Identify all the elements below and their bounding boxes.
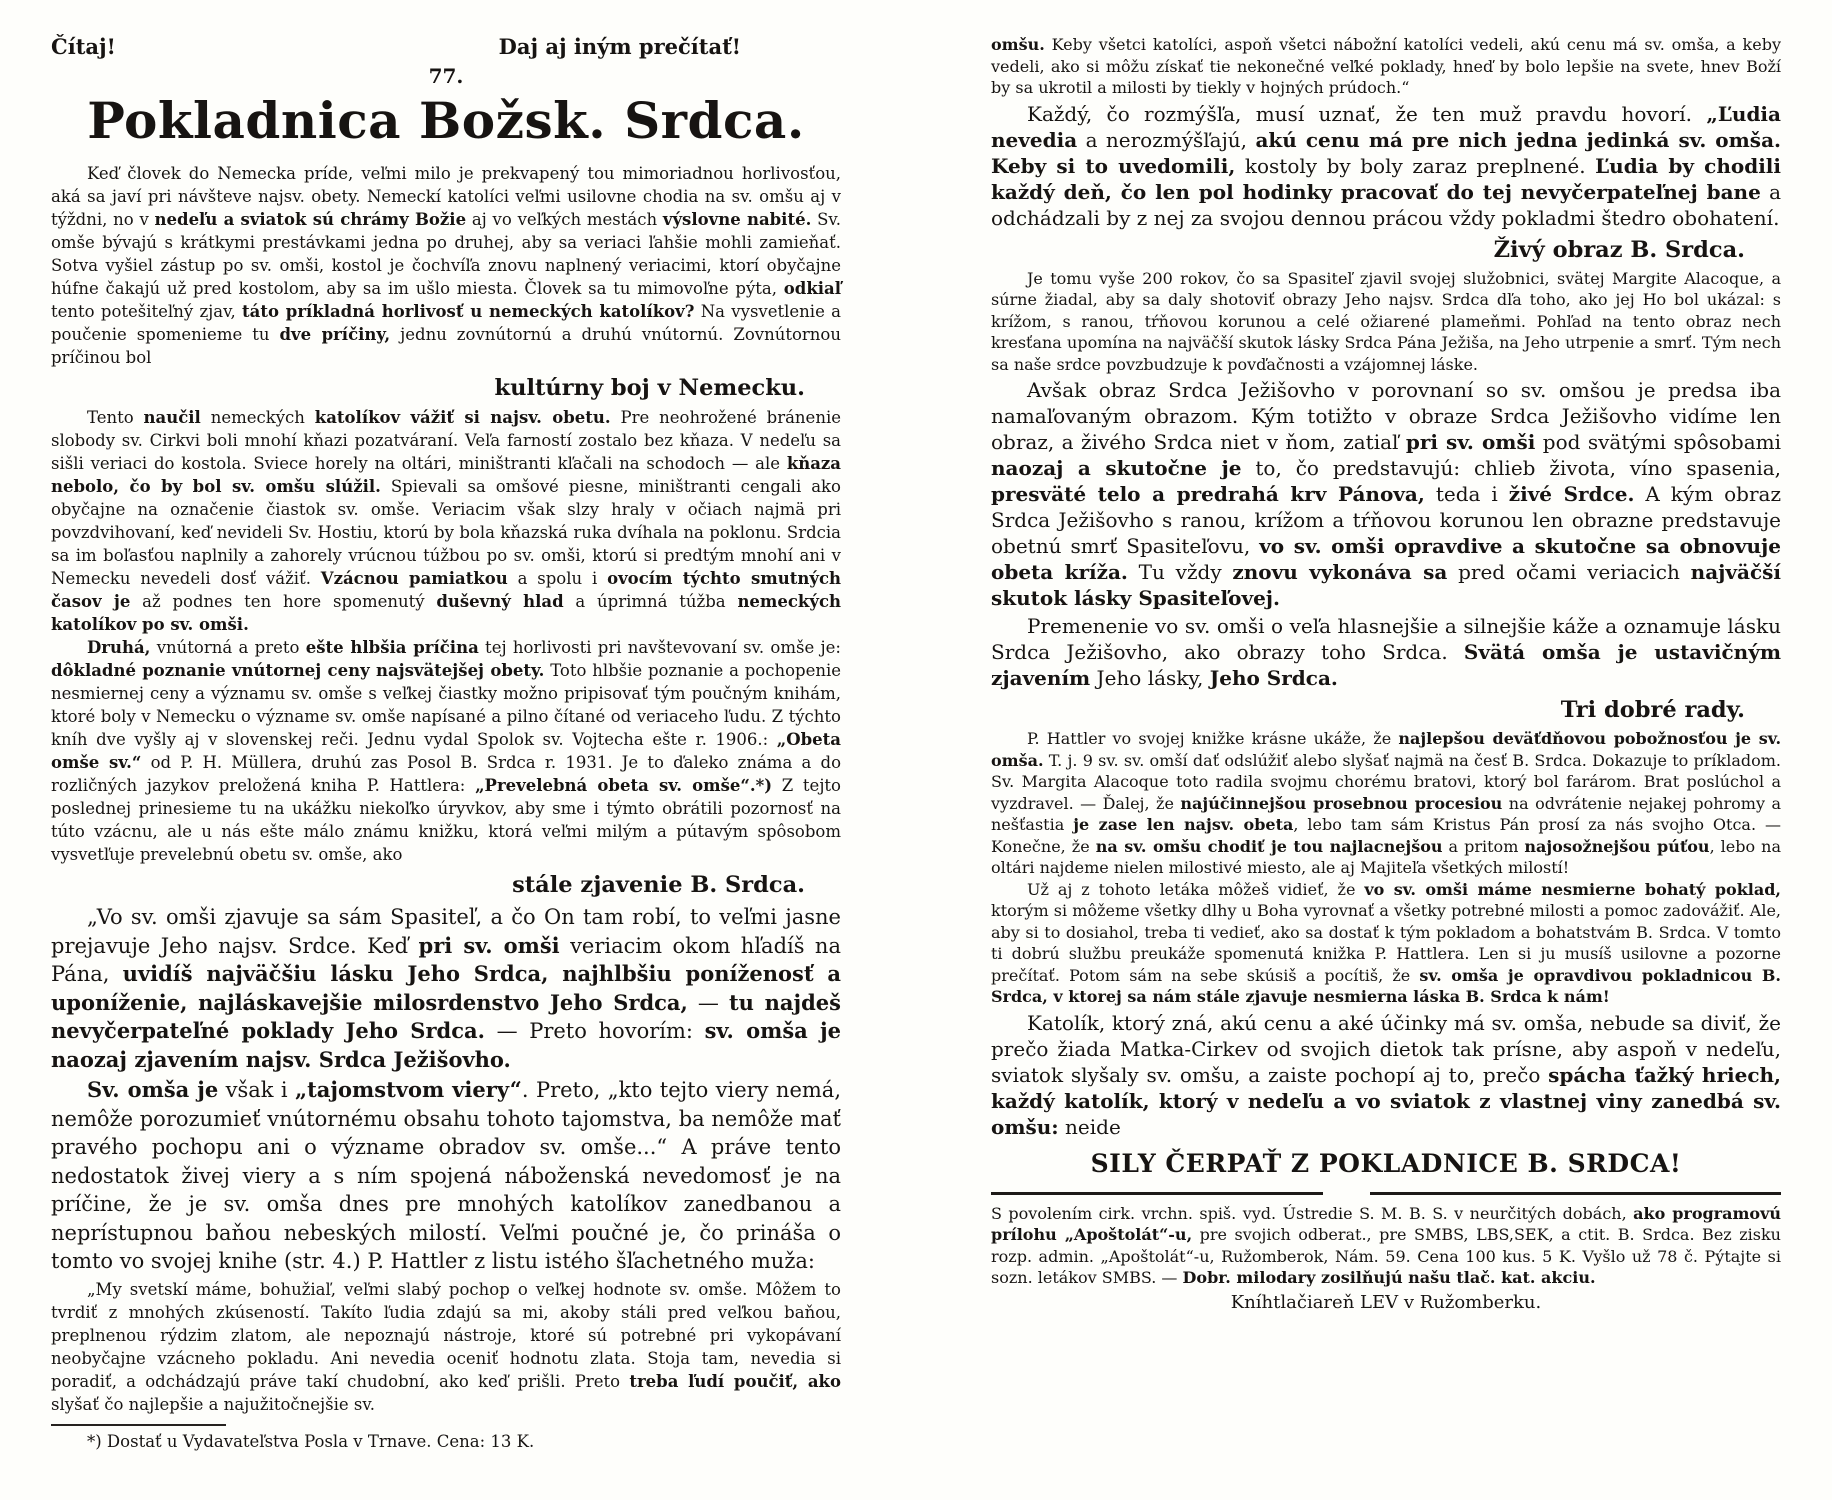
paragraph: „My svetskí máme, bohužiaľ, veľmi slabý pochop o veľkej hodnote sv. omše. Môžem to tvrdiť z mnohých zkúseností. Takíto ľudia zdajú sa mi, akoby stáli pred veľkou baňou, preplnenou rýdzim zlatom, ale nepoznajú nástroje, ktoré sú potrebné pri vykopávaní neobyčajne vzácneho pokladu. Ani nevedia oceniť hodnotu zlata. Stoja tam, nevedia si poradiť, a odchádzajú práve takí chudobní, ako keď prišli. Preto treba ľudí poučiť, ako slyšať čo najlepšie a najužitočnejšie sv. — [51, 1279, 841, 1414]
left-column-text — [51, 162, 841, 1453]
slogan-heading: SILY ČERPAŤ Z POKLADNICE B. SRDCA! — [1090, 1148, 1682, 1178]
bold-emphasis: znovu vykonáva sa — [1232, 560, 1448, 584]
paragraph: Každý, čo rozmýšľa, musí uznať, že ten muž pravdu hovorí. „Ľudia nevedia a nerozmýšľajú, akú cenu má pre nich jedna jedinká sv. omša. Keby si to uvedomili, kostoly by boly zaraz preplnené. Ľudia by chodili každý deň, čo len pol hodinky pracovať do tej nevyčerpateľnej bane a odchádzali by z nej za svojou dennou prácou vždy pokladmi štedro obohatení. — [991, 101, 1782, 230]
bold-emphasis: ako programovú prílohu „Apoštolát“-u, — [991, 1203, 1782, 1244]
bold-emphasis: Dobr. milodary zosilňujú našu tlač. kat. akciu. — [1182, 1268, 1596, 1287]
page-number: 77. — [428, 64, 464, 88]
bold-emphasis: treba ľudí poučiť, ako — [629, 1371, 841, 1391]
bold-emphasis: najlepšou deväťdňovou pobožnosťou je sv. omša. — [991, 729, 1782, 770]
paragraph: Tento naučil nemeckých katolíkov vážiť si najsv. obetu. Pre neohrožené bránenie slobody sv. Cirkvi boli mnohí kňazi pozatváraní. Veľa farností zostalo bez kňaza. V nedeľu sa sišli veriaci do kostola. Sviece horely na oltári, miništranti kľačali na schodoch — ale kňaza nebolo, čo by bol sv. omšu slúžil. Spievali sa omšové piesne, miništranti cengali ako obyčajne na označenie čiastok sv. omše. Veriacim však slzy hraly v očiach najmä pri povzdvihovaní, keď nevideli Sv. Hostiu, ktorú by bola kňazská ruka dvíhala na poklonu. Srdcia sa im boľasťou naplnily a zahorely vrúcnou túžbou po sv. omši, ktorú si predtým mnohí ani v Nemecku nevedeli dosť vážiť. Vzácnou pamiatkou a spolu i ovocím týchto smutných časov je až podnes ten hore spomenutý duševný hlad a úprimná túžba nemeckých katolíkov po sv. omši. — [51, 408, 842, 634]
paragraph: Avšak obraz Srdca Ježišovho v porovnaní so sv. omšou je predsa iba namaľovaným obrazom. Kým totižto v obraze Srdca Ježišovho vidíme len obraz, a živého Srdca niet v ňom, zatiaľ pri sv. omši pod svätými spôsobami naozaj a skutočne je to, čo predstavujú: chlieb života, víno spasenia, presväté telo a predrahá krv Pánova, teda i živé Srdce. A kým obraz Srdca Ježišovho s ranou, krížom a tŕňovou korunou len obrazne predstavuje obetnú smrť Spasiteľovu, vo sv. omši opravdive a skutočne sa obnovuje obeta kríža. Tu vždy znovu vykonáva sa pred očami veriacich najväčší skutok lásky Spasiteľovej. — [991, 378, 1782, 610]
bold-emphasis: dve príčiny, — [279, 325, 391, 344]
bold-emphasis: ešte hlbšia príčina — [305, 638, 479, 657]
paragraph: „Vo sv. omši zjavuje sa sám Spasiteľ, a čo On tam robí, to veľmi jasne prejavuje Jeho najsv. Srdce. Keď pri sv. omši veriacim okom hľadíš na Pána, uvidíš najväčšiu lásku Jeho Srdca, najhlbšiu poníženosť a uponíženie, najláskavejšie milosrdenstvo Jeho Srdca, — tu najdeš nevyčerpateľné poklady Jeho Srdca. — Preto hovorím: sv. omša je naozaj zjavením najsv. Srdca Ježišovho. — [51, 905, 841, 1072]
right-page-column — [991, 34, 1781, 1453]
right-column-text — [991, 34, 1781, 1315]
bold-emphasis: naozaj a skutočne je — [991, 456, 1242, 480]
bold-emphasis: Svätá omša je ustavičným zjavením — [991, 640, 1781, 690]
bold-emphasis: sv. omša je naozaj zjavením najsv. Srdca Ježišovho. — [51, 1018, 841, 1072]
bold-emphasis: katolíkov vážiť si najsv. obetu. — [314, 408, 611, 427]
bold-emphasis: Druhá, — [87, 638, 151, 657]
bold-emphasis: odkiaľ — [783, 279, 841, 298]
paragraph: Premenenie vo sv. omši o veľa hlasnejšie a silnejšie káže a oznamuje lásku Srdca Ježišovho, ako obrazy toho Srdca. Svätá omša je ustavičným zjavením Jeho lásky, Jeho Srdca. — [991, 614, 1781, 690]
paragraph: S povolením cirk. vrchn. spiš. vyd. Ústredie S. M. B. S. v neurčitých dobách, ako programovú prílohu „Apoštolát“-u, pre svojich odberat., pre SMBS, LBS,SEK, a ctit. B. Srdca. Bez zisku rozp. admin. „Apoštolát“-u, Ružomberok, Nám. 59. Cena 100 kus. 5 K. Vyšlo už 78 č. Pýtajte si sozn. letákov SMBS. — Dobr. milodary zosilňujú našu tlač. kat. akciu. — [991, 1203, 1782, 1287]
bold-emphasis: na sv. omšu chodiť je tou najlacnejšou — [1095, 836, 1443, 856]
paragraph: Katolík, ktorý zná, akú cenu a aké účinky má sv. omša, nebude sa diviť, že prečo žiada Matka-Cirkev od svojich dietok tak prísne, aby aspoň v nedeľu, sviatok slyšaly sv. omšu, a zaiste pochopí aj to, prečo spácha ťažký hriech, každý katolík, ktorý v nedeľu a vo sviatok z vlastnej viny zanedbá sv. omšu: neide — [991, 1010, 1781, 1139]
bold-emphasis: naučil — [143, 408, 201, 427]
bold-emphasis: pri sv. omši — [1405, 430, 1536, 454]
bold-emphasis: „tajomstvom viery“ — [295, 1077, 522, 1102]
bold-emphasis: ovocím týchto smutných časov je — [51, 569, 842, 611]
bold-emphasis: najúčinnejšou prosebnou procesiou — [1180, 793, 1503, 813]
bold-emphasis: pri sv. omši — [418, 932, 560, 958]
paragraph: Keď človek do Nemecka príde, veľmi milo je prekvapený tou mimoriadnou horlivosťou, aká sa javí pri návšteve najsv. obety. Nemeckí katolíci veľmi usilovne chodia na sv. omšu aj v týždni, no v nedeľu a sviatok sú chrámy Božie aj vo veľkých mestách výslovne nabité. Sv. omše bývajú s krátkymi prestávkami jedna po druhej, aby sa veriaci ľahšie mohli zamieňať. Sotva vyšiel zástup po sv. omši, kostol je čochvíľa znovu naplnený veriacimi, ktorí obyčajne húfne čakajú už pred kostolom, aby sa im ušlo miesta. Človek sa tu mimovoľne pýta, odkiaľ tento potešiteľný zjav, táto príkladná horlivosť u nemeckých katolíkov? Na vysvetlenie a poučenie spomenieme tu dve príčiny, jednu zovnútornú a druhú vnútornú. Zovnútornou príčinou bol — [51, 164, 842, 367]
bold-emphasis: je zase len najsv. obeta — [1073, 815, 1294, 834]
bold-emphasis: vo sv. omši opravdive a skutočne sa obnovuje obeta kríža. — [991, 534, 1781, 584]
page-title: Pokladnica Božsk. Srdca. — [87, 91, 805, 150]
section-heading: kultúrny boj v Nemecku. — [494, 375, 805, 401]
bold-emphasis: uvidíš najväčšiu lásku Jeho Srdca, najhlbšiu poníženosť a uponíženie, najláskavejšie milosrdenstvo Jeho Srdca, — [51, 961, 841, 1015]
section-heading: Tri dobré rady. — [1560, 697, 1745, 723]
paragraph: *) Dostať u Vydavateľstva Posla v Trnave. Cena: 13 K. — [87, 1431, 535, 1451]
bold-emphasis: omšu. — [991, 35, 1045, 54]
bold-emphasis: „Obeta omše sv.“ — [51, 730, 841, 772]
section-heading: stále zjavenie B. Srdca. — [512, 872, 805, 898]
bold-emphasis: Ľudia by chodili každý deň, čo len pol hodinky pracovať do tej nevyčerpateľnej bane — [991, 153, 1782, 204]
bold-emphasis: presväté telo a predrahá krv Pánova, — [991, 482, 1425, 506]
left-page-column — [51, 34, 841, 1453]
bold-emphasis: „Ľudia nevedia — [991, 101, 1781, 152]
paragraph: Je tomu vyše 200 rokov, čo sa Spasiteľ zjavil svojej služobnici, svätej Margite Alacoque, a súrne žiadal, aby sa daly shotoviť obrazy Jeho najsv. Srdca dľa toho, ako jej Ho bol ukázal: s krížom, s ranou, tŕňovou korunou a celé ožiarené plameňmi. Pohľad na tento obraz nech kresťana upomína na najväčší skutok lásky Srdca Pána Ježiša, na Jeho utrpenie a smrť. Tým nech sa naše srdce povzbudzuje k povďačnosti a vzájomnej láske. — [991, 268, 1781, 374]
imprint-divider — [991, 1192, 1781, 1195]
bold-emphasis: tu najdeš nevyčerpateľné poklady Jeho Srdca. — [51, 989, 841, 1043]
bold-emphasis: živé Srdce. — [1508, 482, 1635, 506]
bold-emphasis: spácha ťažký hriech, každý katolík, ktorý v nedeľu a vo sviatok z vlastnej viny zanedbá sv. omšu: — [991, 1062, 1781, 1139]
printer-line: Kníhtlačiareň LEV v Ružomberku. — [1230, 1291, 1542, 1313]
bold-emphasis: akú cenu má pre nich jedna jedinká sv. omša. Keby si to uvedomili, — [991, 127, 1781, 178]
bold-emphasis: najväčší skutok lásky Spasiteľovej. — [991, 560, 1782, 610]
bold-emphasis: vo sv. omši máme nesmierne bohatý poklad, — [1364, 879, 1781, 899]
bold-emphasis: výslovne nabité. — [662, 210, 812, 229]
section-heading: Živý obraz B. Srdca. — [1493, 236, 1745, 263]
bold-emphasis: najosožnejšou púťou — [1524, 836, 1710, 856]
page-header — [51, 34, 841, 60]
paragraph: omšu. Keby všetci katolíci, aspoň všetci nábožní katolíci vedeli, akú cenu má sv. omša, a keby vedeli, ako si môžu získať tie nekonečné veľké poklady, hneď by bolo lepšie na svete, hnev Boží by sa ukrotil a milosti by tiekly v hojných prúdoch.“ — [991, 35, 1781, 97]
header-right-label: Daj aj iným prečítať! — [498, 34, 741, 59]
bold-emphasis: nedeľu a sviatok sú chrámy Božie — [154, 210, 467, 229]
paragraph: Sv. omša je však i „tajomstvom viery“. Preto, „kto tejto viery nemá, nemôže porozumieť vnútornému obsahu tohoto tajomstva, ba nemôže mať pravého pochopu ani o význame obradov sv. omše...“ A práve tento nedostatok živej viery a s ním spojená náboženská nevedomosť je na príčine, že je sv. omša dnes pre mnohých katolíkov zanedbanou a neprístupnou baňou nebeských milostí. Veľmi poučné je, čo prináša o tomto vo svojej knihe (str. 4.) P. Hattler z listu istého šľachetného muža: — [51, 1077, 841, 1273]
bold-emphasis: nemeckých katolíkov po sv. omši. — [51, 592, 841, 634]
bold-emphasis: táto príkladná horlivosť u nemeckých katolíkov? — [242, 302, 695, 321]
bold-emphasis: duševný hlad — [436, 592, 564, 611]
bold-emphasis: „Prevelebná obeta sv. omše“.*) — [475, 776, 773, 795]
bold-emphasis: Jeho Srdca. — [1209, 666, 1338, 690]
bold-emphasis: Vzácnou pamiatkou — [320, 569, 508, 588]
header-left-label: Čítaj! — [51, 34, 116, 59]
bold-emphasis: dôkladné poznanie vnútornej ceny najsvätejšej obety. — [51, 661, 545, 680]
bold-emphasis: Sv. omša je — [87, 1077, 219, 1102]
paragraph: Druhá, vnútorná a preto ešte hlbšia príčina tej horlivosti pri navštevovaní sv. omše je: dôkladné poznanie vnútornej ceny najsvätejšej obety. Toto hlbšie poznanie a pochopenie nesmiernej ceny a významu sv. omše s veľkej čiastky možno pripisovať tým poučným knihám, ktoré boly v Nemecku o význame sv. omše napísané a pilno čítané od veriaceho ľudu. Z týchto kníh dve vyšly aj v slovenskej reči. Jednu vydal Spolok sv. Vojtecha ešte r. 1906.: „Obeta omše sv.“ od P. H. Müllera, druhú zas Posol B. Srdca r. 1931. Je to ďaleko známa a do rozličných jazykov preložená kniha P. Hattlera: „Prevelebná obeta sv. omše“.*) Z tejto poslednej prinesieme tu na ukážku niekoľko úryvkov, aby sme i týmto obrátili pozornosť na túto vzácnu, ale u nás ešte málo známu knižku, ktorá veľmi milým a pútavým spôsobom vysvetľuje prevelebnú obetu sv. omše, ako — [51, 638, 842, 864]
footnote-divider — [51, 1424, 226, 1426]
paragraph: Už aj z tohoto letáka môžeš vidieť, že vo sv. omši máme nesmierne bohatý poklad, ktorým si môžeme všetky dlhy u Boha vyrovnať a všetky potrebné milosti a pomoc zadovážiť. Ale, aby si to dosiahol, treba ti vedieť, ako sa dostať k tým pokladom a bohatstvám B. Srdca. V tomto ti dobrú službu preukáže spomenutá knižka P. Hattlera. Len si ju musíš usilovne a pozorne prečítať. Potom sám na sebe skúsiš a pocítiš, že sv. omša je opravdivou pokladnicou B. Srdca, v ktorej sa nám stále zjavuje nesmierna láska B. Srdca k nám! — [991, 879, 1781, 1006]
bold-emphasis: kňaza nebolo, čo by bol sv. omšu slúžil. — [51, 454, 841, 496]
paragraph: P. Hattler vo svojej knižke krásne ukáže, že najlepšou deväťdňovou pobožnosťou je sv. omša. T. j. 9 sv. sv. omší dať odslúžiť alebo slyšať najmä na česť B. Srdca. Dokazuje to príkladom. Sv. Margita Alacoque toto radila svojmu chorému bratovi, ktorý bol farárom. Brat poslúchol a vyzdravel. — Ďalej, že najúčinnejšou prosebnou procesiou na odvrátenie nejakej pohromy a nešťastia je zase len najsv. obeta, lebo tam sám Kristus Pán prosí za nás svojho Otca. — Konečne, že na sv. omšu chodiť je tou najlacnejšou a pritom najosožnejšou púťou, lebo na oltári najdeme nielen milostivé miesto, ale aj Majiteľa všetkých milostí! — [991, 729, 1782, 877]
bold-emphasis: sv. omša je opravdivou pokladnicou B. Srdca, v ktorej sa nám stále zjavuje nesmierna láska B. Srdca k nám! — [991, 965, 1781, 1006]
